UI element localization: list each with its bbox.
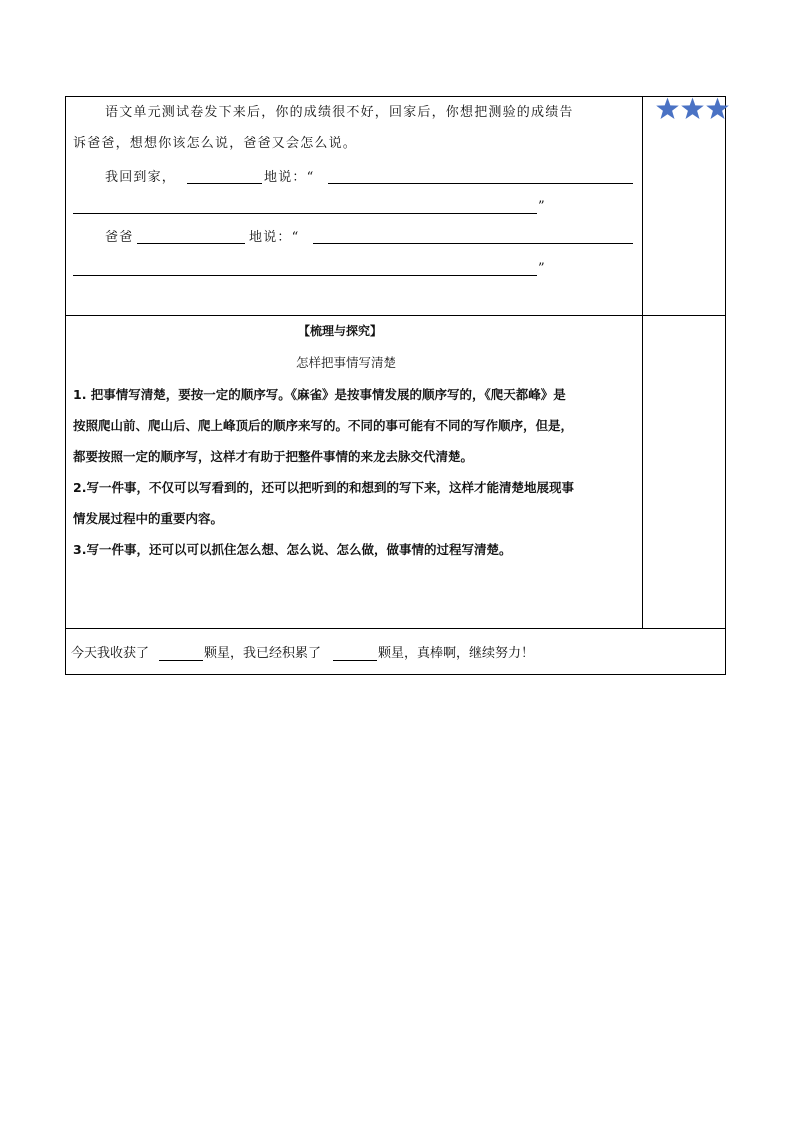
table-top-border: [65, 96, 726, 97]
point-2-line-2: 情发展过程中的重要内容。: [73, 511, 224, 526]
point-3-line-1: 3.写一件事，还可以可以抓住怎么想、怎么说、怎么做，做事情的过程写清楚。: [73, 542, 512, 557]
review-subheading: 怎样把事情写清楚: [296, 355, 397, 370]
dad-said-label: 地说：“: [249, 230, 300, 245]
stars-total-blank[interactable]: [333, 660, 377, 661]
review-heading: 【梳理与探究】: [298, 324, 383, 338]
me-speech-blank-2[interactable]: [73, 213, 537, 214]
task-prompt-line-1: 语文单元测试卷发下来后，你的成绩很不好，回家后，你想把测验的成绩告: [105, 105, 574, 120]
difficulty-stars: [655, 97, 730, 120]
dad-prefix: 爸爸: [105, 230, 134, 245]
row-divider-1: [65, 315, 726, 316]
row-divider-2: [65, 628, 726, 629]
column-divider: [642, 96, 643, 628]
stars-earned-blank[interactable]: [159, 660, 203, 661]
dad-speech-blank-1[interactable]: [313, 243, 633, 244]
point-1-line-2: 按照爬山前、爬山后、爬上峰顶后的顺序来写的。不同的事可能有不同的写作顺序，但是，: [73, 418, 574, 433]
me-close-quote: ”: [538, 199, 546, 214]
task-prompt-line-2: 诉爸爸，想想你该怎么说，爸爸又会怎么说。: [73, 136, 358, 151]
me-manner-blank[interactable]: [187, 183, 262, 184]
star-icon: [655, 97, 680, 120]
me-speech-blank-1[interactable]: [328, 183, 633, 184]
dad-close-quote: ”: [538, 261, 546, 276]
footer-part-1: 今天我收获了: [71, 646, 150, 661]
point-1-line-1: 1. 把事情写清楚，要按一定的顺序写。《麻雀》是按事情发展的顺序写的，《爬天都峰》是: [73, 387, 566, 402]
table-right-border: [725, 96, 726, 675]
point-1-line-3: 都要按照一定的顺序写，这样才有助于把整件事情的来龙去脉交代清楚。: [73, 449, 474, 464]
footer-part-2: 颗星，我已经积累了: [204, 646, 322, 661]
me-said-label: 地说：“: [264, 170, 315, 185]
point-2-line-1: 2.写一件事，不仅可以写看到的，还可以把听到的和想到的写下来，这样才能清楚地展现事: [73, 480, 574, 495]
dad-manner-blank[interactable]: [137, 243, 245, 244]
me-prefix: 我回到家，: [105, 170, 177, 185]
star-icon: [705, 97, 730, 120]
footer-part-3: 颗星，真棒啊，继续努力！: [378, 646, 535, 661]
table-left-border: [65, 96, 66, 675]
dad-speech-blank-2[interactable]: [73, 275, 537, 276]
table-bottom-border: [65, 674, 726, 675]
star-icon: [680, 97, 705, 120]
